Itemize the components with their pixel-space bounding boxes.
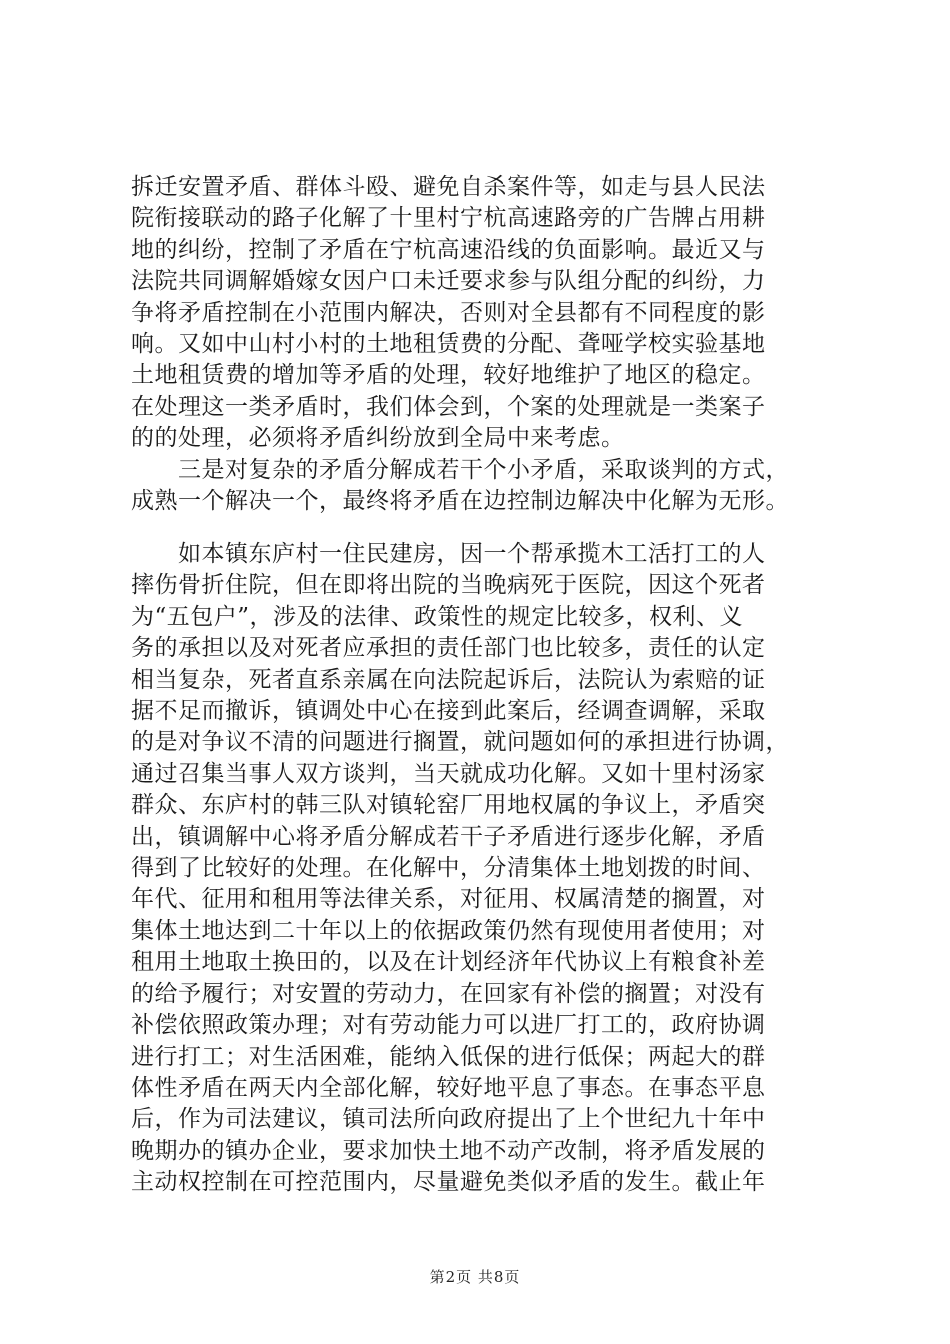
text-line: 为“五包户”，涉及的法律、政策性的规定比较多，权利、义 bbox=[131, 603, 744, 630]
text-line: 得到了比较好的处理。在化解中，分清集体土地划拨的时间、 bbox=[131, 855, 766, 882]
text-line: 出，镇调解中心将矛盾分解成若干子矛盾进行逐步化解，矛盾 bbox=[131, 823, 766, 850]
text-line: 的给予履行；对安置的劳动力，在回家有补偿的搁置；对没有 bbox=[131, 980, 766, 1007]
text-line: 务的承担以及对死者应承担的责任部门也比较多，责任的认定 bbox=[131, 635, 766, 662]
body-text-block-2 bbox=[131, 539, 831, 1199]
text-line: 的的处理，必须将矛盾纠纷放到全局中来考虑。 bbox=[131, 425, 625, 452]
text-line: 后，作为司法建议，镇司法所向政府提出了上个世纪九十年中 bbox=[131, 1106, 766, 1133]
text-line: 在处理这一类矛盾时，我们体会到，个案的处理就是一类案子 bbox=[131, 393, 766, 420]
text-line: 响。又如中山村小村的土地租赁费的分配、聋哑学校实验基地 bbox=[131, 331, 766, 358]
text-line: 争将矛盾控制在小范围内解决，否则对全县都有不同程度的影 bbox=[131, 299, 766, 326]
text-line: 据不足而撤诉，镇调处中心在接到此案后，经调查调解，采取 bbox=[131, 698, 766, 725]
page-number: 第2页 共8页 bbox=[429, 1268, 521, 1286]
text-line: 拆迁安置矛盾、群体斗殴、避免自杀案件等，如走与县人民法 bbox=[131, 174, 766, 200]
text-line: 主动权控制在可控范围内，尽量避免类似矛盾的发生。截止年 bbox=[131, 1169, 766, 1196]
text-line: 年代、征用和租用等法律关系，对征用、权属清楚的搁置，对 bbox=[131, 886, 766, 913]
body-text-block-1 bbox=[131, 172, 831, 517]
text-line: 如本镇东庐村一住民建房，因一个帮承揽木工活打工的人 bbox=[131, 541, 766, 567]
text-line: 法院共同调解婚嫁女因户口未迁要求参与队组分配的纠纷，力 bbox=[131, 268, 766, 295]
text-line: 土地租赁费的增加等矛盾的处理，较好地维护了地区的稳定。 bbox=[131, 362, 766, 389]
text-line: 体性矛盾在两天内全部化解，较好地平息了事态。在事态平息 bbox=[131, 1074, 766, 1101]
text-line: 通过召集当事人双方谈判，当天就成功化解。又如十里村汤家 bbox=[131, 760, 766, 787]
text-line: 的是对争议不清的问题进行搁置，就问题如何的承担进行协调， bbox=[131, 729, 789, 756]
text-line: 三是对复杂的矛盾分解成若干个小矛盾，采取谈判的方式， bbox=[131, 456, 789, 483]
text-line: 摔伤骨折住院，但在即将出院的当晚病死于医院，因这个死者 bbox=[131, 572, 766, 599]
text-line: 相当复杂，死者直系亲属在向法院起诉后，法院认为索赔的证 bbox=[131, 666, 766, 693]
text-line: 群众、东庐村的韩三队对镇轮窑厂用地权属的争议上，矛盾突 bbox=[131, 792, 766, 819]
page-footer bbox=[0, 1266, 950, 1287]
text-line: 补偿依照政策办理；对有劳动能力可以进厂打工的，政府协调 bbox=[131, 1012, 766, 1039]
text-line: 地的纠纷，控制了矛盾在宁杭高速沿线的负面影响。最近又与 bbox=[131, 236, 766, 263]
text-line: 成熟一个解决一个，最终将矛盾在边控制边解决中化解为无形。 bbox=[131, 488, 789, 515]
text-line: 晚期办的镇办企业，要求加快土地不动产改制，将矛盾发展的 bbox=[131, 1137, 766, 1164]
text-line: 院衔接联动的路子化解了十里村宁杭高速路旁的广告牌占用耕 bbox=[131, 205, 766, 232]
text-line: 集体土地达到二十年以上的依据政策仍然有现使用者使用；对 bbox=[131, 917, 766, 944]
text-line: 租用土地取土换田的，以及在计划经济年代协议上有粮食补差 bbox=[131, 949, 766, 976]
text-line: 进行打工；对生活困难，能纳入低保的进行低保；两起大的群 bbox=[131, 1043, 766, 1070]
